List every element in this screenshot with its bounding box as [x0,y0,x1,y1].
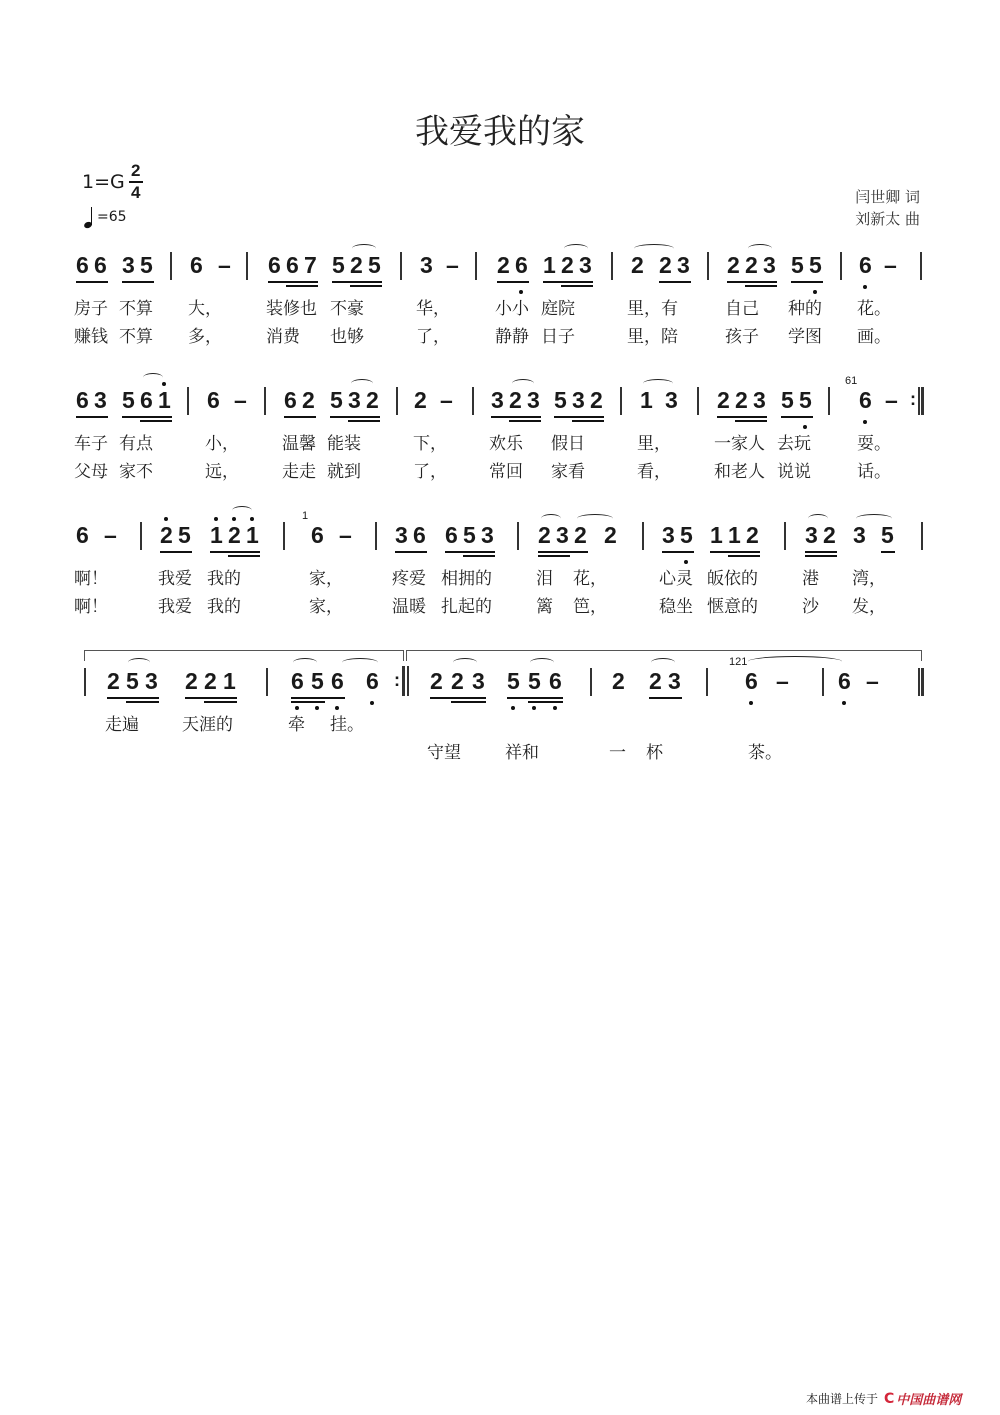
site-name-link[interactable]: 中国曲谱网 [896,1393,962,1408]
grace-note: 121 [729,656,748,668]
site-logo-icon: C [884,1390,895,1407]
song-title: 我爱我的家 [415,112,585,152]
upload-text: 本曲谱上传于 [806,1392,879,1406]
grace-note: 61 [845,375,858,387]
key-label: 1=G [82,171,125,193]
lyricist: 闫世卿 词 [855,188,920,206]
footer-attribution [806,1389,961,1408]
quarter-note-icon [84,206,94,228]
composer: 刘新太 曲 [855,210,920,228]
grace-note: 1 [302,510,309,522]
tempo-marking: =65 [84,206,127,228]
time-signature: 2 4 [129,162,143,202]
credits [855,186,920,230]
key-signature [82,162,143,202]
